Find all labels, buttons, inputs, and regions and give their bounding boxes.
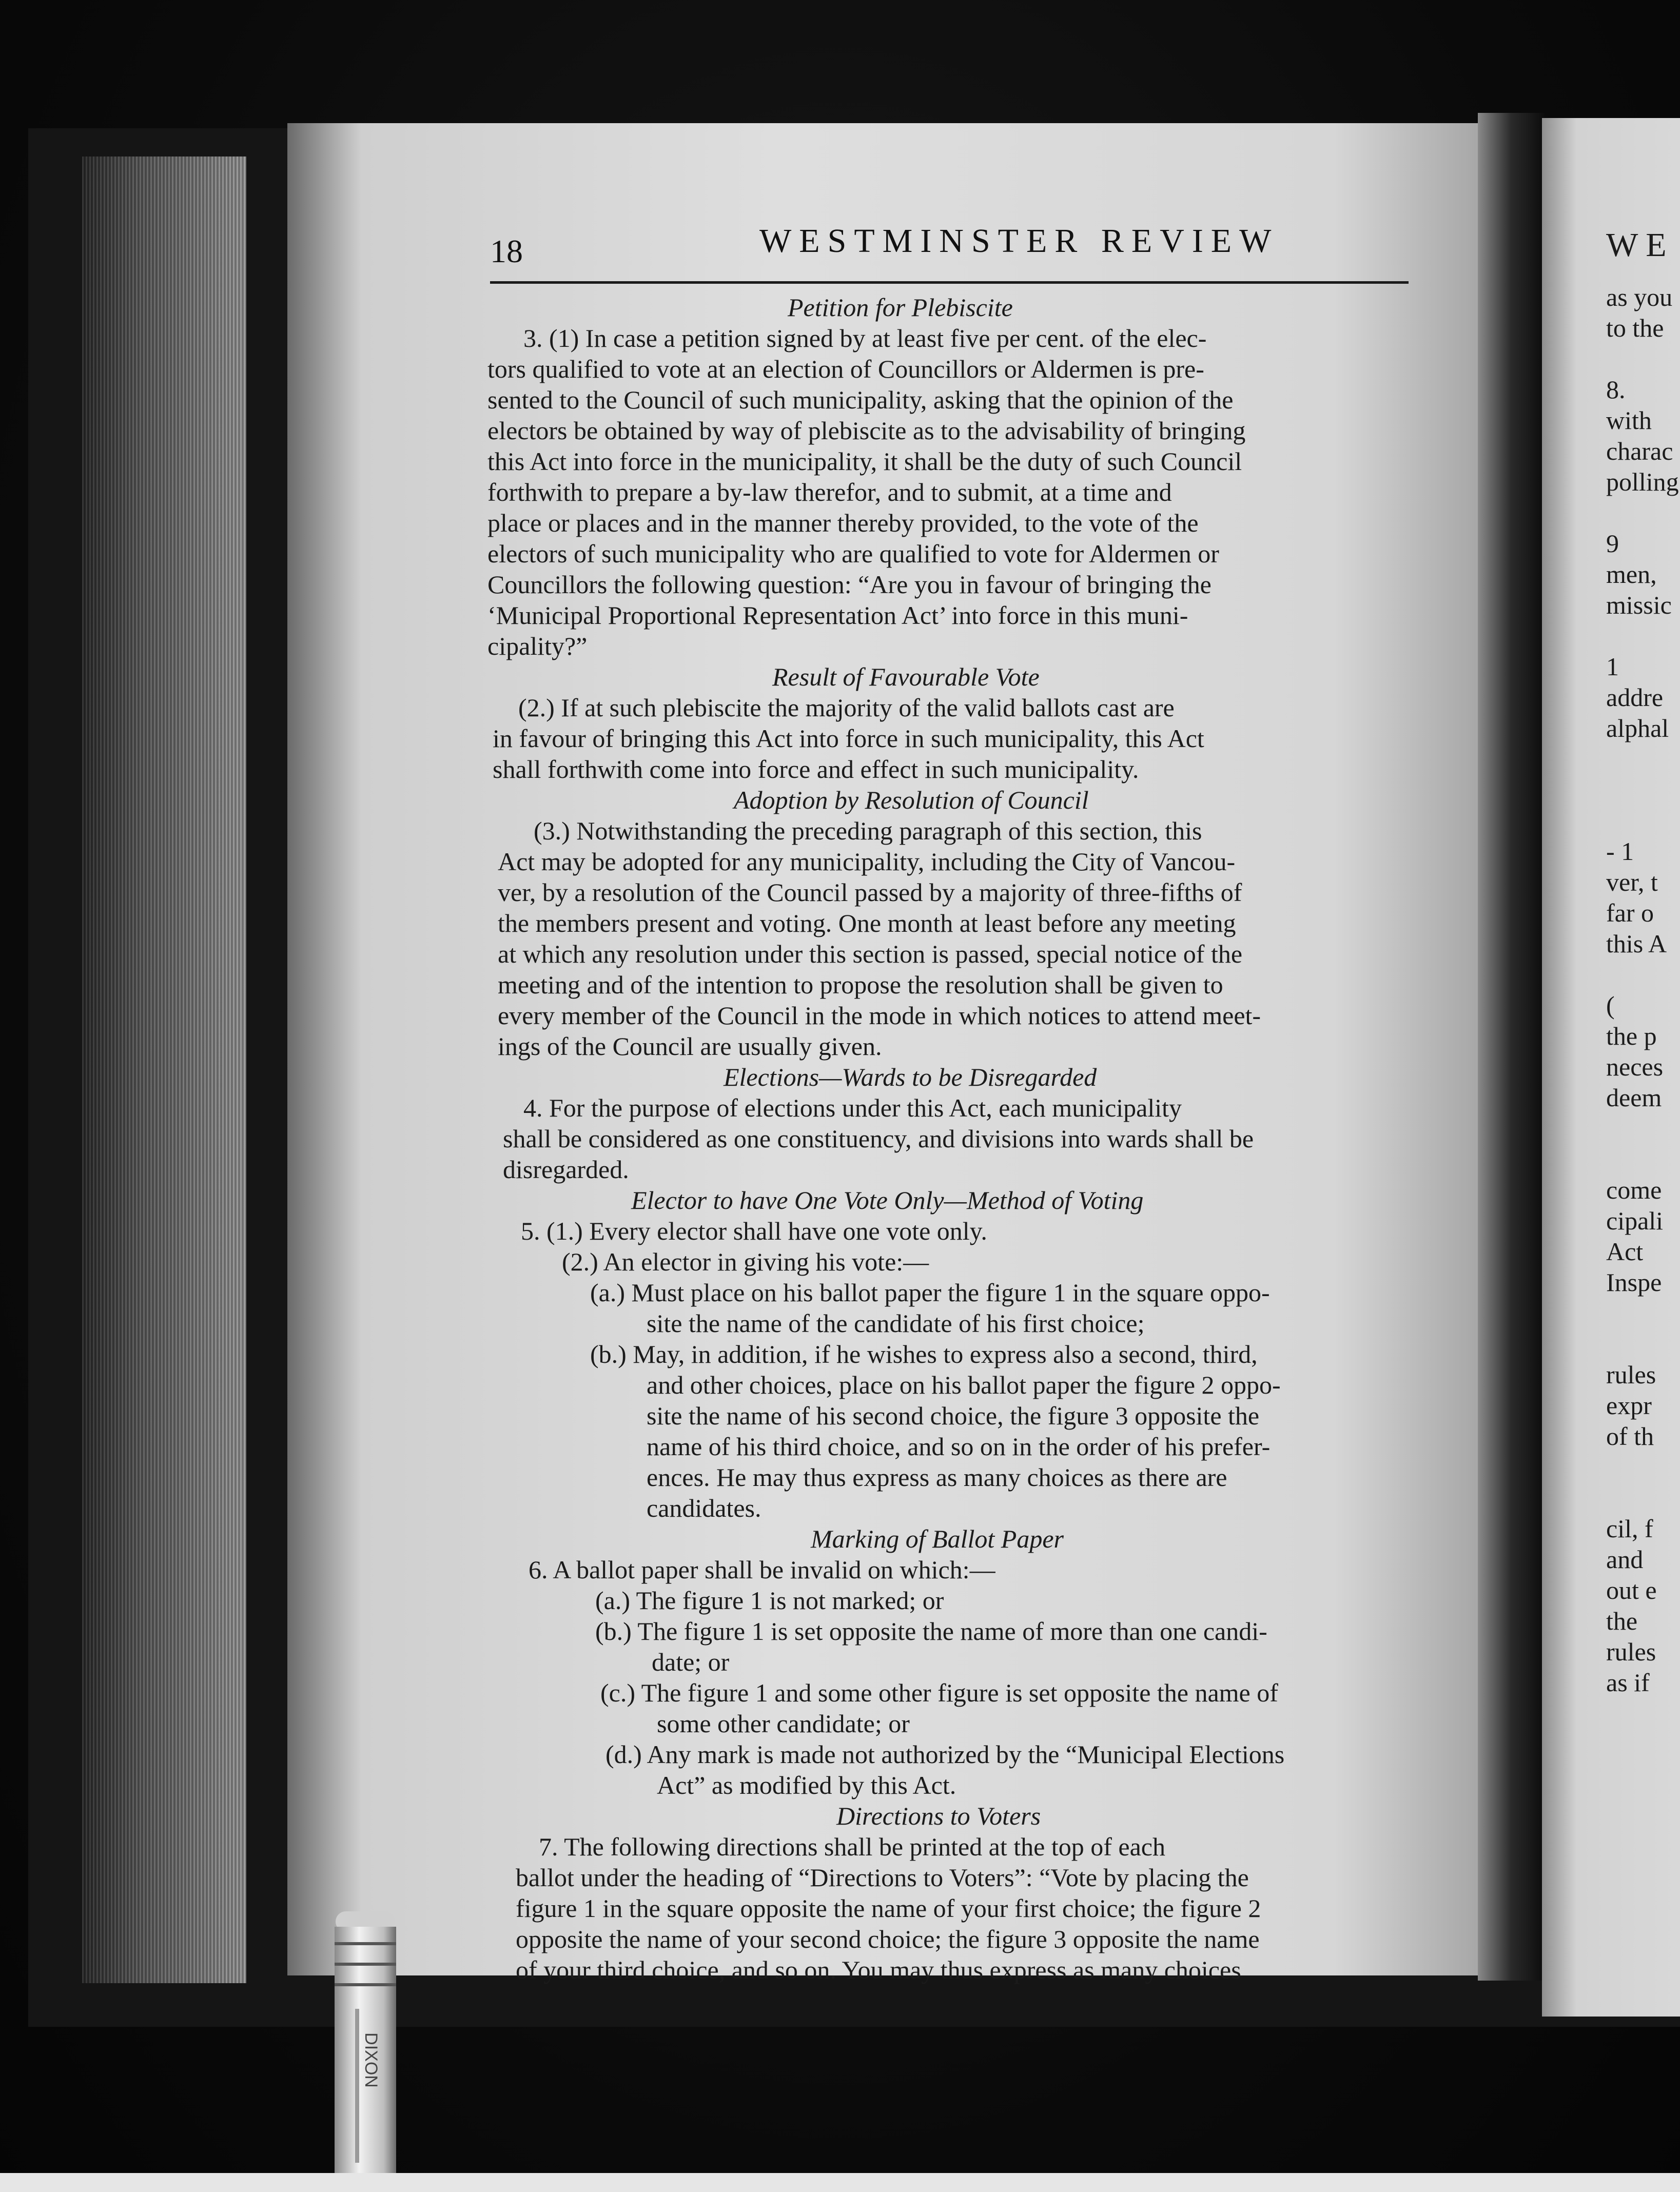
page-number: 18 [490, 233, 523, 269]
facing-page-line: 9 [1606, 529, 1619, 558]
body-line: 7. The following directions shall be printed at the top of each [539, 1832, 1165, 1861]
body-line: Act” as modified by this Act. [657, 1771, 956, 1799]
facing-page-line: this A [1606, 929, 1667, 958]
body-line: the members present and voting. One month at least before any meeting [498, 909, 1236, 937]
facing-page-line [1606, 1298, 1679, 1329]
body-line: cipality?” [487, 632, 588, 660]
facing-page-line: cipali [1606, 1206, 1664, 1235]
pencil-image [324, 1906, 406, 2173]
facing-page-line [1606, 806, 1679, 836]
body-line: (2.) An elector in giving his vote:— [562, 1247, 929, 1276]
body-line: this Act into force in the municipality, it shall be the duty of such Council [487, 447, 1242, 476]
facing-page-line [1606, 1144, 1679, 1175]
facing-page-line [1606, 775, 1679, 806]
body-line: (a.) Must place on his ballot paper the figure 1 in the square oppo- [590, 1278, 1270, 1307]
body-line: date; or [652, 1648, 730, 1676]
facing-page-line: the [1606, 1607, 1638, 1635]
facing-page-line [1606, 744, 1679, 775]
body-line: site the name of his second choice, the figure 3 opposite the [647, 1401, 1260, 1430]
body-line: ballot under the heading of “Directions to Voters”: “Vote by placing the [516, 1863, 1249, 1892]
book-page-edges [82, 156, 246, 1983]
body-line: candidates. [647, 1494, 761, 1522]
body-line: electors of such municipality who are qualified to vote for Aldermen or [487, 539, 1219, 568]
body-line: ings of the Council are usually given. [498, 1032, 882, 1061]
facing-page-line: Act [1606, 1237, 1644, 1266]
page-body-text [487, 292, 1437, 1986]
body-line: shall be considered as one constituency, and divisions into wards shall be [503, 1124, 1254, 1153]
body-line: 3. (1) In case a petition signed by at least five per cent. of the elec- [523, 324, 1207, 353]
pencil-label: DIXON [361, 2032, 381, 2088]
facing-page-line: as if [1606, 1668, 1650, 1697]
body-line: electors be obtained by way of plebiscite as to the advisability of bringing [487, 416, 1246, 445]
facing-page-line: - 1 [1606, 837, 1634, 866]
body-line: (b.) The figure 1 is set opposite the name of more than one candi- [595, 1617, 1267, 1646]
body-line: ‘Municipal Proportional Representation Act’ into force in this muni- [487, 601, 1188, 630]
body-line: in favour of bringing this Act into force in such municipality, this Act [493, 724, 1204, 753]
facing-page-line: neces [1606, 1052, 1664, 1081]
body-line: Councillors the following question: “Are you in favour of bringing the [487, 570, 1212, 599]
facing-page-line: with [1606, 406, 1652, 435]
facing-page-line: charac [1606, 437, 1673, 465]
body-line: of your third choice, and so on. You may thus express as many choices [516, 1955, 1241, 1984]
body-line: (a.) The figure 1 is not marked; or [595, 1586, 944, 1615]
body-line: (b.) May, in addition, if he wishes to express also a second, third, [590, 1340, 1258, 1368]
header-rule [490, 281, 1409, 284]
facing-page-line [1606, 344, 1679, 375]
book-gutter [1478, 113, 1545, 1981]
facing-page-line: come [1606, 1176, 1662, 1204]
body-line: Act may be adopted for any municipality, including the City of Vancou- [498, 847, 1236, 876]
facing-page-line: far o [1606, 898, 1654, 927]
section-heading: Elector to have One Vote Only—Method of Voting [631, 1186, 1144, 1215]
facing-page-line: missic [1606, 591, 1672, 619]
facing-page-line: alphal [1606, 714, 1669, 742]
facing-page-line: cil, f [1606, 1514, 1653, 1543]
facing-page-line: out e [1606, 1576, 1657, 1604]
section-heading: Marking of Ballot Paper [811, 1524, 1064, 1553]
body-line: tors qualified to vote at an election of Councillors or Aldermen is pre- [487, 355, 1204, 383]
facing-page-line: expr [1606, 1391, 1652, 1420]
section-heading: Result of Favourable Vote [772, 662, 1040, 691]
section-heading: Adoption by Resolution of Council [734, 786, 1089, 814]
facing-page-line: 1 [1606, 652, 1619, 681]
body-line: site the name of the candidate of his first choice; [647, 1309, 1145, 1338]
body-line: forthwith to prepare a by-law therefor, and to submit, at a time and [487, 478, 1172, 506]
facing-page-line: the p [1606, 1022, 1657, 1050]
body-line: at which any resolution under this section is passed, special notice of the [498, 940, 1243, 968]
facing-page-line: ver, t [1606, 868, 1658, 896]
facing-page-line: ( [1606, 991, 1615, 1020]
body-line: 5. (1.) Every elector shall have one vote only. [521, 1217, 987, 1245]
facing-page-line [1606, 498, 1679, 529]
body-line: sented to the Council of such municipality, asking that the opinion of the [487, 385, 1234, 414]
running-head: WESTMINSTER REVIEW [759, 222, 1279, 260]
facing-page-line: men, [1606, 560, 1657, 589]
facing-page-line [1606, 1329, 1679, 1360]
body-line: meeting and of the intention to propose the resolution shall be given to [498, 970, 1223, 999]
facing-page-line: and [1606, 1545, 1644, 1574]
facing-page-line [1606, 1452, 1679, 1483]
bottom-strip [0, 2173, 1680, 2192]
facing-page-line [1606, 1483, 1679, 1514]
facing-page-line [1606, 1113, 1679, 1144]
body-line: opposite the name of your second choice; the figure 3 opposite the name [516, 1925, 1260, 1953]
body-line: (d.) Any mark is made not authorized by the “Municipal Elections [605, 1740, 1285, 1769]
facing-page-line: of th [1606, 1422, 1654, 1451]
body-line: shall forthwith come into force and effect in such municipality. [493, 755, 1139, 784]
facing-page-text [1606, 226, 1679, 1698]
body-line: (2.) If at such plebiscite the majority of the valid ballots cast are [518, 693, 1175, 722]
facing-page-lines [1606, 282, 1679, 1698]
body-line: disregarded. [503, 1155, 629, 1184]
facing-running-head: WE [1606, 226, 1674, 264]
body-line: name of his third choice, and so on in the order of his prefer- [647, 1432, 1271, 1461]
facing-page-line: addre [1606, 683, 1664, 712]
facing-page-line: Inspe [1606, 1268, 1662, 1297]
body-line: place or places and in the manner thereby provided, to the vote of the [487, 508, 1199, 537]
facing-page-line: to the [1606, 314, 1664, 342]
facing-page-line: 8. [1606, 375, 1626, 404]
body-line: 6. A ballot paper shall be invalid on which:— [529, 1555, 995, 1584]
section-heading: Elections—Wards to be Disregarded [724, 1063, 1097, 1091]
facing-page-line [1606, 960, 1679, 990]
body-line: ver, by a resolution of the Council passed by a majority of three-fifths of [498, 878, 1242, 907]
body-line: every member of the Council in the mode in which notices to attend meet- [498, 1001, 1261, 1030]
body-line: 4. For the purpose of elections under this Act, each municipality [523, 1093, 1182, 1122]
body-line: (3.) Notwithstanding the preceding paragraph of this section, this [534, 816, 1202, 845]
facing-page-line: rules [1606, 1637, 1656, 1666]
facing-page-line [1606, 621, 1679, 652]
facing-page-line: as you [1606, 283, 1673, 311]
section-heading: Directions to Voters [836, 1802, 1041, 1830]
facing-page-line: deem [1606, 1083, 1662, 1112]
body-line: (c.) The figure 1 and some other figure is set opposite the name of [600, 1678, 1278, 1707]
body-line: and other choices, place on his ballot paper the figure 2 oppo- [647, 1371, 1281, 1399]
body-line: some other candidate; or [657, 1709, 910, 1738]
body-line: ences. He may thus express as many choices as there are [647, 1463, 1227, 1492]
facing-page-line: polling [1606, 467, 1679, 496]
facing-page-line: rules [1606, 1360, 1656, 1389]
body-line: figure 1 in the square opposite the name of your first choice; the figure 2 [516, 1894, 1261, 1923]
section-heading: Petition for Plebiscite [788, 293, 1013, 322]
